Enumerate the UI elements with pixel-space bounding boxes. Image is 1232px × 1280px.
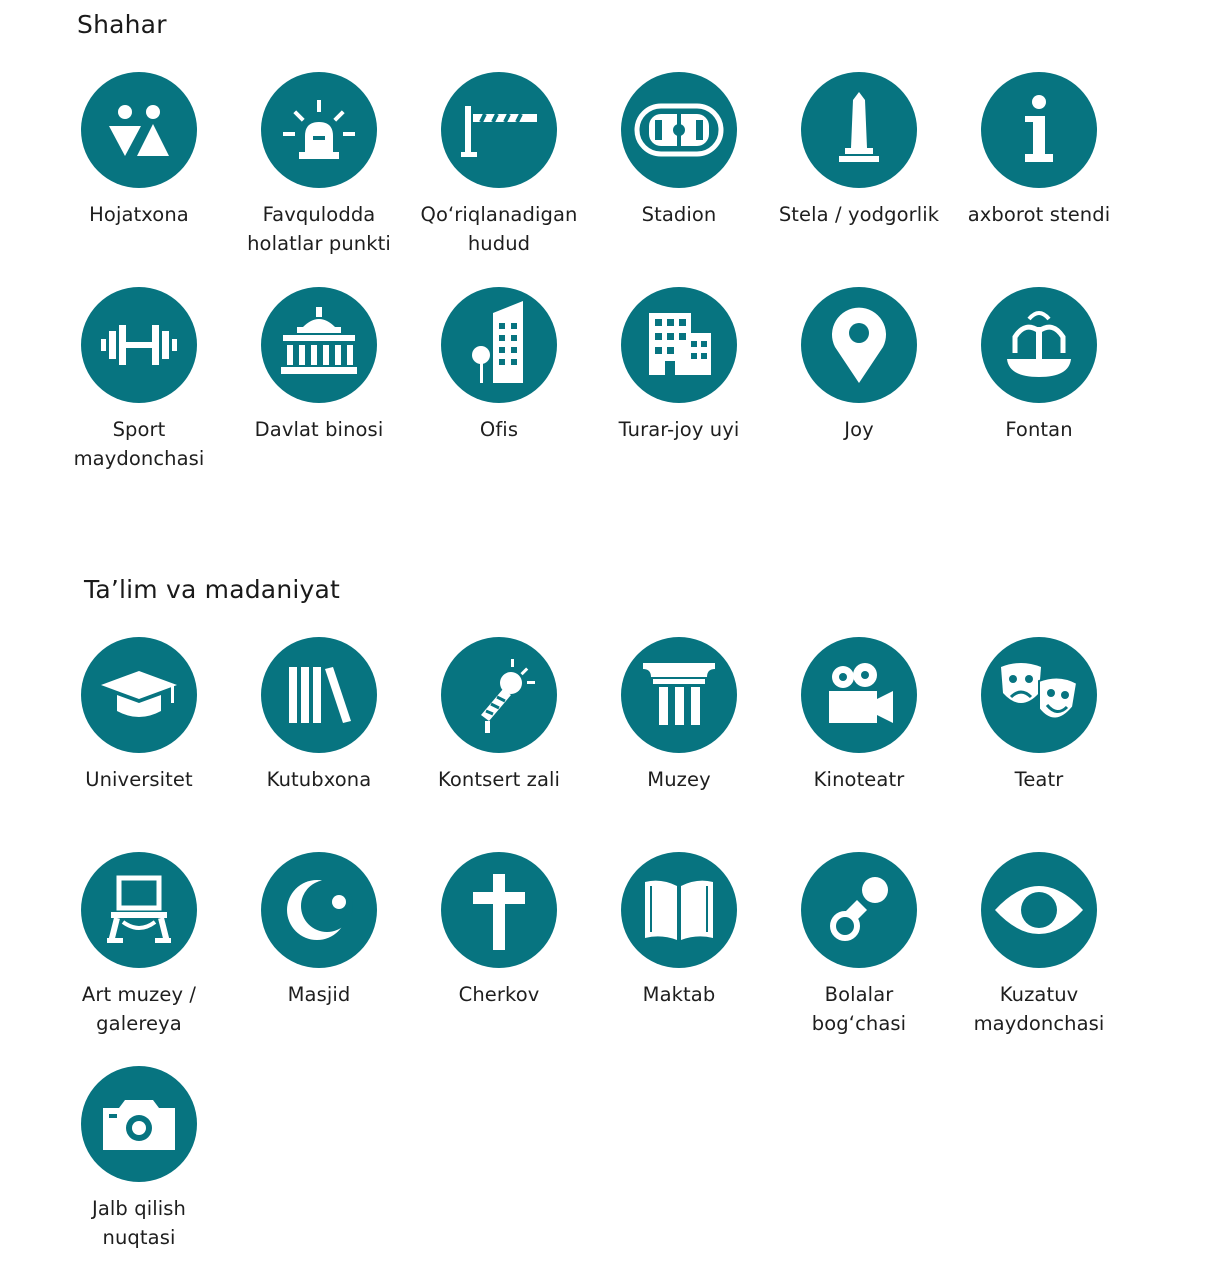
- museum-column-icon: [621, 637, 737, 753]
- item-label-line: galereya: [96, 1012, 182, 1035]
- section-title: Ta’lim va madaniyat: [84, 575, 341, 604]
- item-label: [459, 980, 540, 1009]
- item-label: [255, 415, 384, 444]
- microphone-icon: [441, 637, 557, 753]
- item-label-line: Bolalar: [824, 983, 894, 1006]
- item-label-line: bog‘chasi: [811, 1012, 907, 1035]
- books-icon: [261, 637, 377, 753]
- legend-item: [589, 287, 769, 444]
- item-label: [85, 765, 193, 794]
- legend-item: [49, 1066, 229, 1252]
- item-label-line: Art muzey /: [81, 983, 197, 1006]
- item-label: [74, 415, 205, 473]
- government-building-icon: [261, 287, 377, 403]
- film-camera-icon: [801, 637, 917, 753]
- map-pin-icon: [801, 287, 917, 403]
- legend-item: [229, 72, 409, 258]
- item-label-line: Stadion: [641, 203, 717, 226]
- legend-item: [409, 852, 589, 1009]
- legend-item: [589, 852, 769, 1009]
- item-label-line: axborot stendi: [967, 203, 1111, 226]
- item-label: [619, 415, 740, 444]
- pacifier-icon: [801, 852, 917, 968]
- item-label-line: Maktab: [642, 983, 716, 1006]
- item-label-line: Kutubxona: [266, 768, 372, 791]
- item-label-line: Kuzatuv: [999, 983, 1079, 1006]
- camera-icon: [81, 1066, 197, 1182]
- item-label-line: Jalb qilish: [92, 1197, 186, 1220]
- fountain-icon: [981, 287, 1097, 403]
- item-label-line: Kinoteatr: [813, 768, 905, 791]
- legend-item: [769, 287, 949, 444]
- item-label: [814, 765, 905, 794]
- legend-item: [769, 852, 949, 1038]
- item-label: [421, 200, 578, 258]
- item-label-line: Qo‘riqlanadigan: [420, 203, 578, 226]
- item-label: [974, 980, 1105, 1038]
- section-title: Shahar: [77, 10, 167, 39]
- item-label-line: maydonchasi: [973, 1012, 1105, 1035]
- item-label-line: Masjid: [287, 983, 351, 1006]
- open-book-icon: [621, 852, 737, 968]
- legend-item: [229, 852, 409, 1009]
- item-label-line: Ofis: [479, 418, 519, 441]
- cross-icon: [441, 852, 557, 968]
- legend-item: [49, 72, 229, 229]
- item-label-line: Hojatxona: [89, 203, 189, 226]
- emergency-siren-icon: [261, 72, 377, 188]
- item-label-line: Davlat binosi: [254, 418, 384, 441]
- item-label: [480, 415, 518, 444]
- apartment-building-icon: [621, 287, 737, 403]
- item-label-line: Favqulodda: [262, 203, 376, 226]
- legend-item: [409, 287, 589, 444]
- legend-item: [769, 637, 949, 794]
- legend-item: [949, 72, 1129, 229]
- item-label-line: holatlar punkti: [247, 232, 391, 255]
- item-label-line: Universitet: [85, 768, 193, 791]
- graduation-cap-icon: [81, 637, 197, 753]
- item-label-line: Sport: [112, 418, 166, 441]
- item-label: [267, 765, 372, 794]
- item-label: [647, 765, 710, 794]
- item-label: [812, 980, 906, 1038]
- dumbbell-icon: [81, 287, 197, 403]
- item-label-line: maydonchasi: [73, 447, 205, 470]
- legend-item: [229, 287, 409, 444]
- info-icon: [981, 72, 1097, 188]
- monument-icon: [801, 72, 917, 188]
- legend-item: [769, 72, 949, 229]
- legend-item: [409, 637, 589, 794]
- legend-item: [589, 72, 769, 229]
- item-label-line: hudud: [467, 232, 531, 255]
- item-label-line: Kontsert zali: [437, 768, 561, 791]
- item-label: [288, 980, 351, 1009]
- legend-item: [949, 287, 1129, 444]
- item-label-line: Fontan: [1005, 418, 1073, 441]
- restroom-icon: [81, 72, 197, 188]
- legend-item: [49, 287, 229, 473]
- item-label: [968, 200, 1111, 229]
- legend-item: [589, 637, 769, 794]
- item-label-line: Stela / yodgorlik: [778, 203, 940, 226]
- item-label-line: Teatr: [1014, 768, 1064, 791]
- item-label: [1005, 415, 1072, 444]
- item-label: [643, 980, 716, 1009]
- theater-masks-icon: [981, 637, 1097, 753]
- easel-icon: [81, 852, 197, 968]
- legend-item: [49, 637, 229, 794]
- item-label: [92, 1194, 186, 1252]
- eye-icon: [981, 852, 1097, 968]
- item-label-line: Turar-joy uyi: [618, 418, 740, 441]
- barrier-gate-icon: [441, 72, 557, 188]
- office-building-icon: [441, 287, 557, 403]
- legend-item: [949, 852, 1129, 1038]
- item-label-line: nuqtasi: [102, 1226, 176, 1249]
- stadium-icon: [621, 72, 737, 188]
- item-label: [844, 415, 874, 444]
- item-label: [247, 200, 391, 258]
- legend-item: [409, 72, 589, 258]
- legend-item: [229, 637, 409, 794]
- item-label-line: Joy: [844, 418, 874, 441]
- item-label: [642, 200, 717, 229]
- item-label: [89, 200, 189, 229]
- item-label: [438, 765, 560, 794]
- item-label-line: Cherkov: [458, 983, 540, 1006]
- item-label: [1015, 765, 1064, 794]
- item-label: [779, 200, 939, 229]
- item-label-line: Muzey: [647, 768, 711, 791]
- legend-item: [49, 852, 229, 1038]
- item-label: [82, 980, 196, 1038]
- crescent-star-icon: [261, 852, 377, 968]
- legend-item: [949, 637, 1129, 794]
